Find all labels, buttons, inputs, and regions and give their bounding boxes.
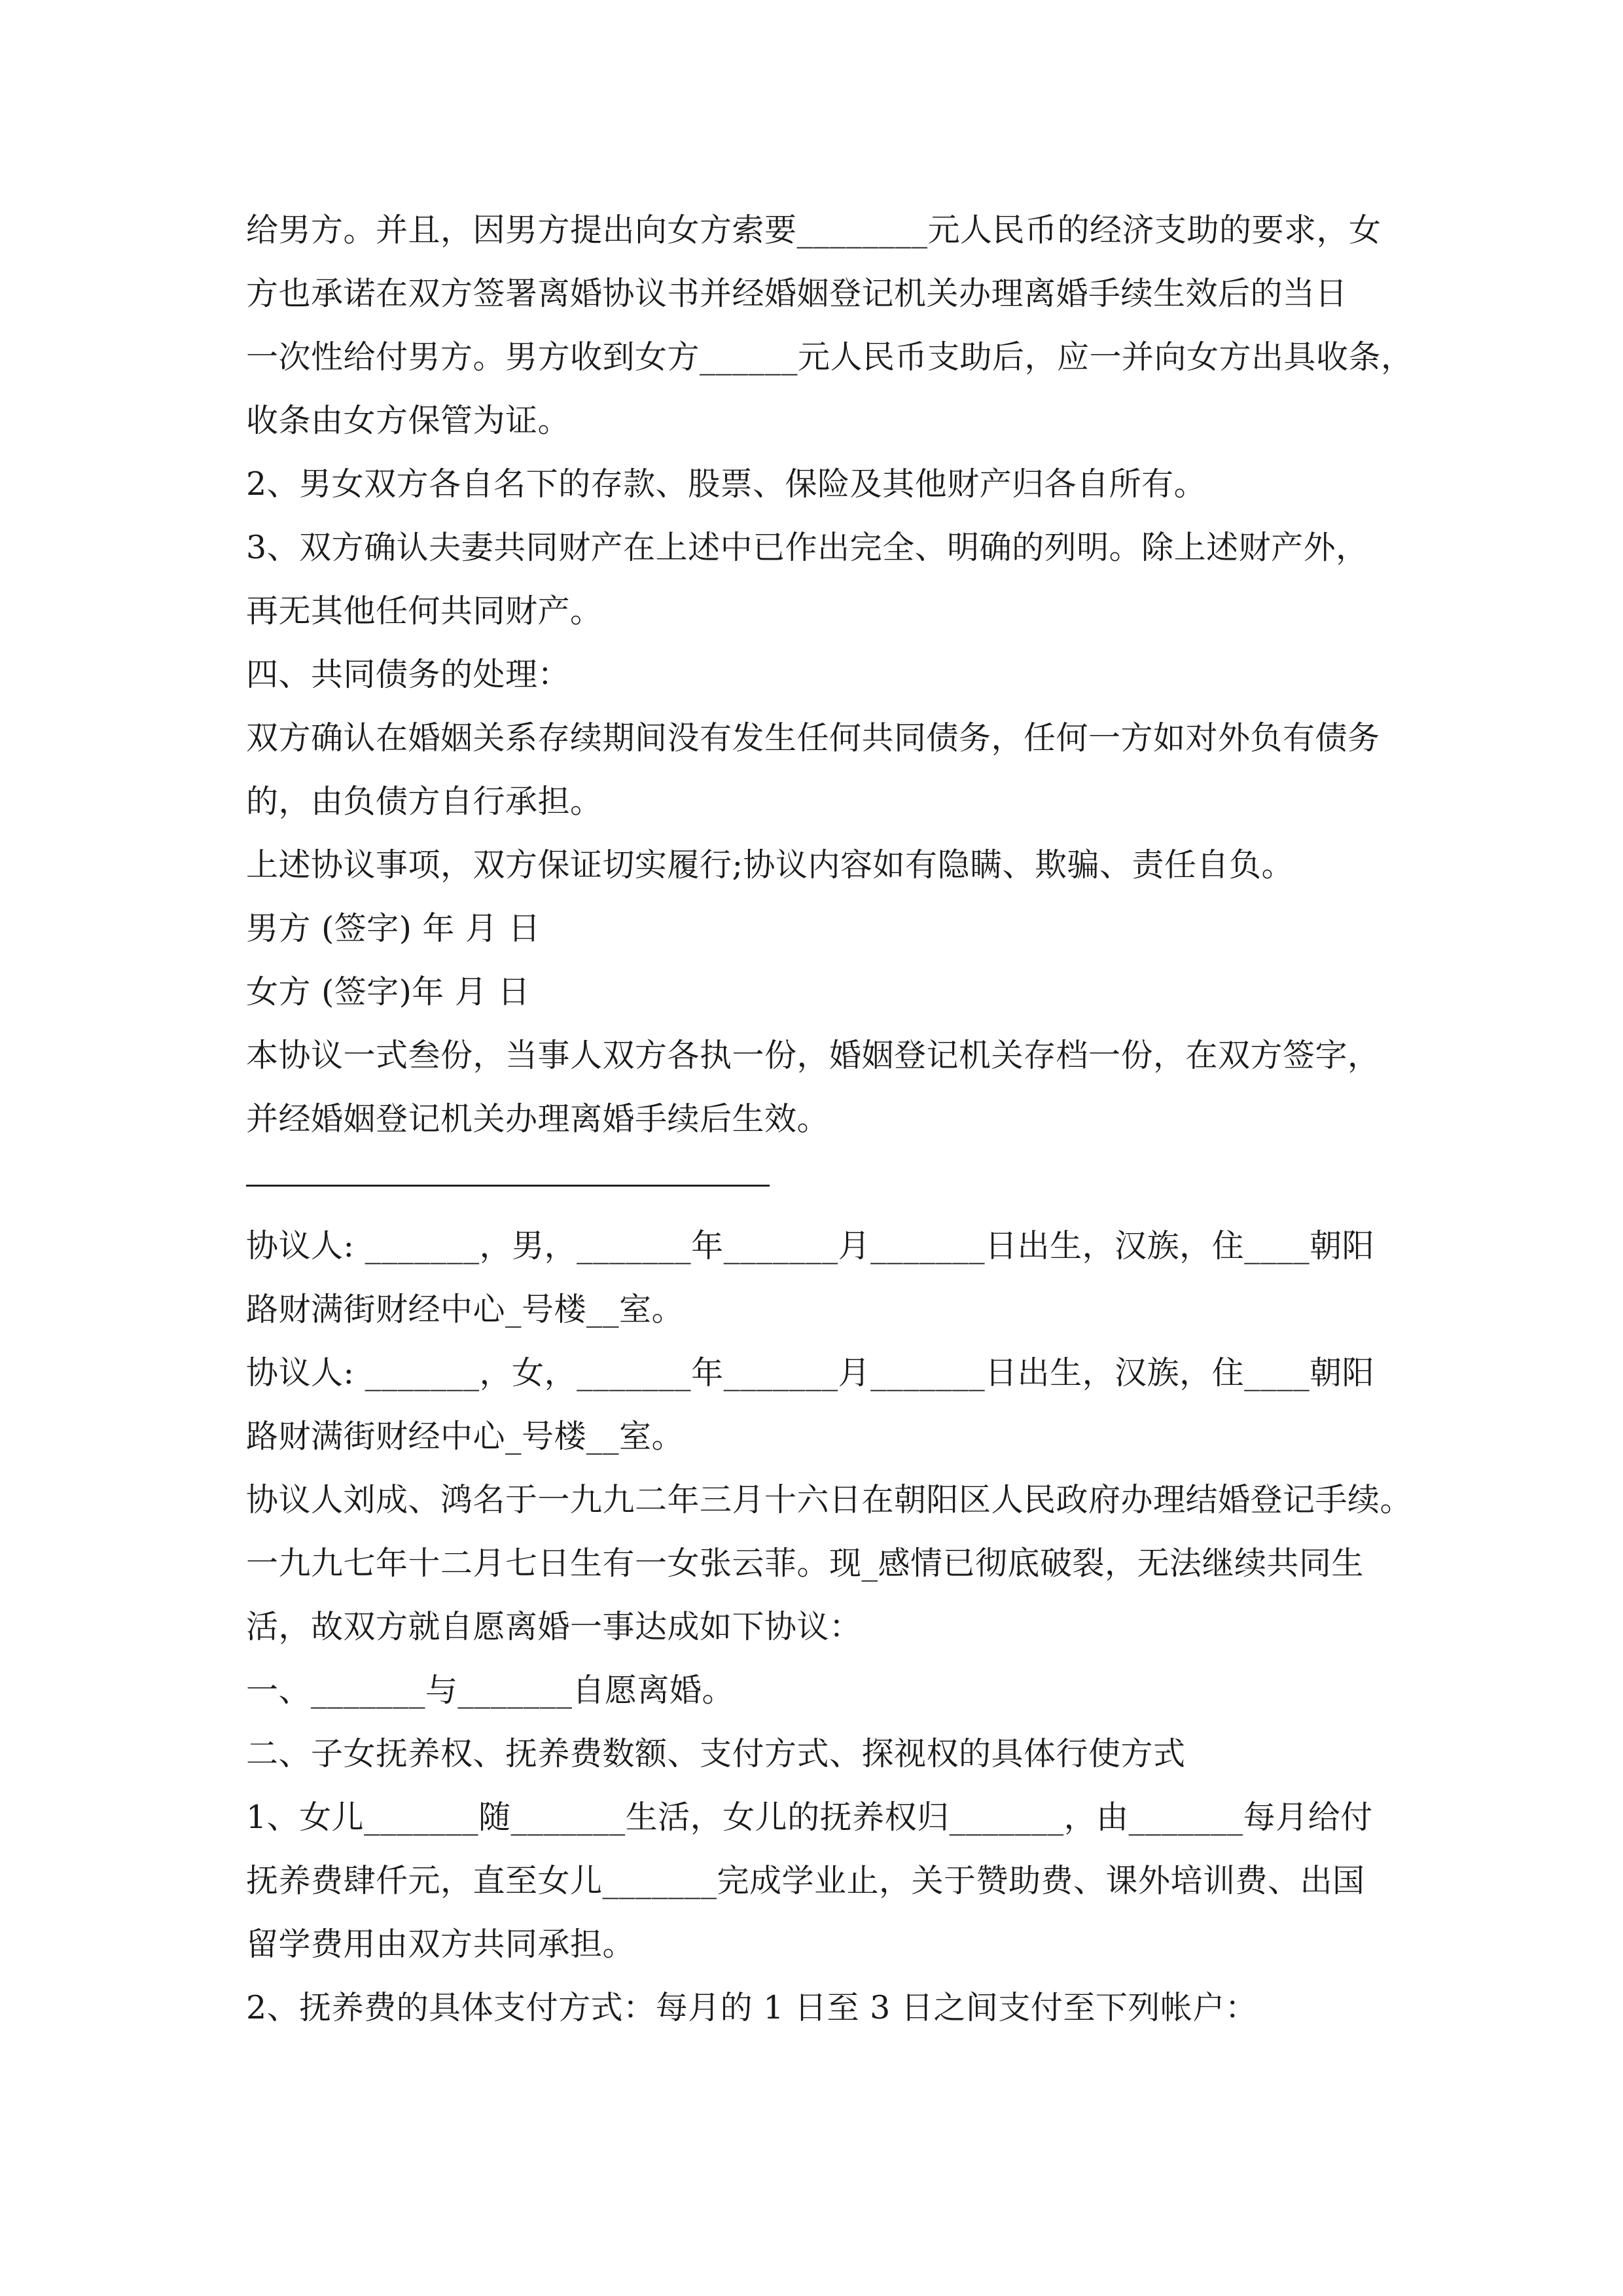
paragraph-line: 的，由负债方自行承担。 xyxy=(246,783,603,820)
signature-line-male: 男方 (签字) 年 月 日 xyxy=(246,910,541,947)
paragraph-line: 上述协议事项，双方保证切实履行;协议内容如有隐瞒、欺骗、责任自负。 xyxy=(246,846,1294,884)
paragraph-line: 收条由女方保管为证。 xyxy=(246,402,571,439)
paragraph-line: 一九九七年十二月七日生有一女张云菲。现_感情已彻底破裂，无法继续共同生 xyxy=(246,1545,1364,1582)
paragraph-line: 再无其他任何共同财产。 xyxy=(246,592,603,630)
clause-line: 2、抚养费的具体支付方式：每月的 1 日至 3 日之间支付至下列帐户： xyxy=(246,1989,1258,2026)
signature-line-female: 女方 (签字)年 月 日 xyxy=(246,973,530,1011)
paragraph-line: 双方确认在婚姻关系存续期间没有发生任何共同债务，任何一方如对外负有债务 xyxy=(246,719,1380,757)
section-heading: 四、共同债务的处理： xyxy=(246,656,571,693)
divider-bar xyxy=(246,1185,770,1187)
party-info-line: 协议人: _______，女，_______年_______月_______日出生，汉族，住____朝阳 xyxy=(246,1354,1375,1391)
paragraph-line: 一次性给付男方。男方收到女方______元人民币支助后，应一并向女方出具收条， xyxy=(246,338,1414,376)
paragraph-line: 活，故双方就自愿离婚一事达成如下协议： xyxy=(246,1608,862,1645)
document-body xyxy=(246,198,1418,2039)
clause-line: 一、_______与_______自愿离婚。 xyxy=(246,1672,735,1709)
paragraph-line: 方也承诺在双方签署离婚协议书并经婚姻登记机关办理离婚手续生效后的当日 xyxy=(246,275,1348,312)
party-address-line: 路财满街财经中心_号楼__室。 xyxy=(246,1418,685,1455)
paragraph-line: 抚养费肆仟元，直至女儿_______完成学业止，关于赞助费、课外培训费、出国 xyxy=(246,1862,1365,1899)
party-info-line: 协议人: _______，男，_______年_______月_______日出生，汉族，住____朝阳 xyxy=(246,1227,1375,1265)
paragraph-line: 3、双方确认夫妻共同财产在上述中已作出完全、明确的列明。除上述财产外， xyxy=(246,529,1368,566)
paragraph-line: 本协议一式叁份，当事人双方各执一份，婚姻登记机关存档一份，在双方签字， xyxy=(246,1037,1380,1074)
party-address-line: 路财满街财经中心_号楼__室。 xyxy=(246,1291,685,1328)
paragraph-line: 给男方。并且，因男方提出向女方索要________元人民币的经济支助的要求，女 xyxy=(246,211,1382,249)
paragraph-line: 2、男女双方各自名下的存款、股票、保险及其他财产归各自所有。 xyxy=(246,465,1207,503)
paragraph-line: 协议人刘成、鸿名于一九九二年三月十六日在朝阳区人民政府办理结婚登记手续。 xyxy=(246,1481,1413,1518)
section-divider xyxy=(246,1151,1418,1214)
paragraph-line: 并经婚姻登记机关办理离婚手续后生效。 xyxy=(246,1100,830,1138)
paragraph-line: 留学费用由双方共同承担。 xyxy=(246,1926,635,1963)
clause-line: 1、女儿_______随_______生活，女儿的抚养权归_______，由_______每月给付 xyxy=(246,1799,1373,1836)
section-heading: 二、子女抚养权、抚养费数额、支付方式、探视权的具体行使方式 xyxy=(246,1735,1186,1772)
